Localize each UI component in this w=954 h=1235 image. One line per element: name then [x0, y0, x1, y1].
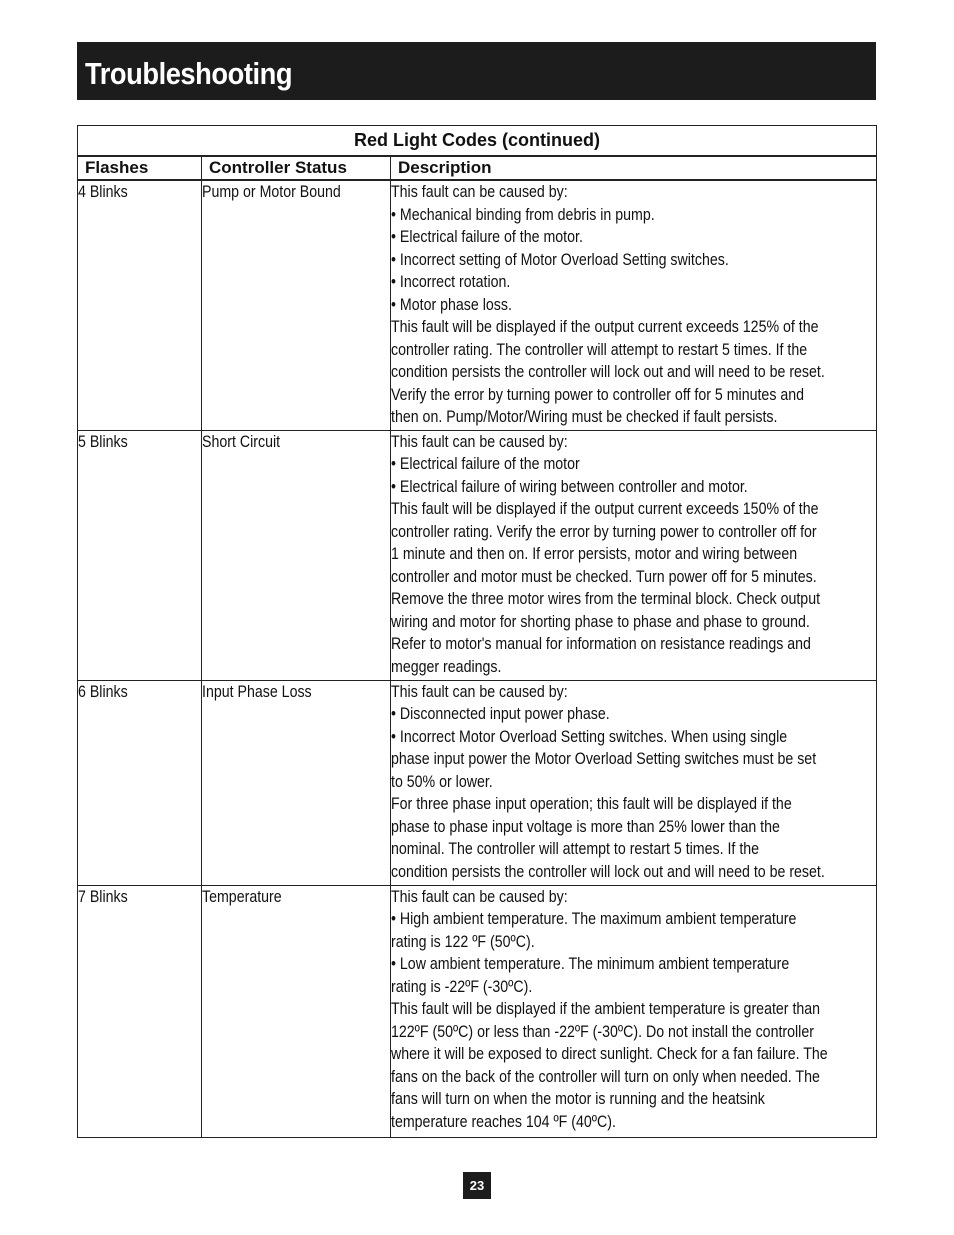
- description-line: fans will turn on when the motor is running and the heatsink: [391, 1090, 765, 1108]
- table-row: [78, 180, 877, 430]
- flashes-cell: 5 Blinks: [78, 432, 128, 451]
- description-line: then on. Pump/Motor/Wiring must be checked if fault persists.: [391, 408, 778, 426]
- flashes-cell: 4 Blinks: [78, 183, 128, 201]
- description-line: condition persists the controller will lock out and will need to be reset.: [391, 363, 825, 381]
- description-line: controller rating. The controller will attempt to restart 5 times. If the: [391, 340, 808, 359]
- description-line: • Electrical failure of the motor: [391, 455, 580, 473]
- description-line: • Electrical failure of wiring between controller and motor.: [391, 477, 748, 496]
- description-line: wiring and motor for shorting phase to phase and phase to ground.: [391, 612, 810, 631]
- description-line: • Disconnected input power phase.: [391, 705, 610, 723]
- description-line: 122ºF (50ºC) or less than -22ºF (-30ºC). Do not install the controller: [391, 1022, 814, 1041]
- description-line: controller and motor must be checked. Turn power off for 5 minutes.: [391, 567, 817, 586]
- description-line: to 50% or lower.: [391, 772, 493, 791]
- description-line: temperature reaches 104 ºF (40ºC).: [391, 1112, 616, 1131]
- description-line: controller rating. Verify the error by turning power to controller off for: [391, 522, 817, 541]
- description-line: phase input power the Motor Overload Setting switches must be set: [391, 750, 817, 768]
- description-line: 1 minute and then on. If error persists, motor and wiring between: [391, 545, 798, 563]
- description-line: Verify the error by turning power to controller off for 5 minutes and: [391, 385, 805, 404]
- red-light-codes-table: [77, 125, 877, 1138]
- description-line: megger readings.: [391, 657, 502, 676]
- description-line: This fault will be displayed if the ambient temperature is greater than: [391, 1000, 821, 1018]
- description-cell: [391, 681, 875, 884]
- description-line: This fault can be caused by:: [391, 682, 568, 701]
- flashes-cell: 7 Blinks: [78, 887, 128, 906]
- description-line: Remove the three motor wires from the terminal block. Check output: [391, 590, 821, 608]
- description-line: • Incorrect Motor Overload Setting switches. When using single: [391, 727, 788, 746]
- column-header-controller-status: Controller Status: [202, 156, 391, 180]
- description-line: phase to phase input voltage is more than 25% lower than the: [391, 817, 780, 836]
- controller-status-cell: Short Circuit: [202, 432, 281, 451]
- description-line: fans on the back of the controller will turn on only when needed. The: [391, 1067, 820, 1086]
- controller-status-cell: Temperature: [202, 887, 282, 906]
- description-cell: [391, 181, 875, 429]
- description-line: condition persists the controller will lock out and will need to be reset.: [391, 862, 825, 881]
- description-line: • Electrical failure of the motor.: [391, 228, 583, 246]
- description-line: • Low ambient temperature. The minimum ambient temperature: [391, 955, 790, 973]
- column-header-flashes: Flashes: [78, 156, 202, 180]
- description-line: rating is 122 ºF (50ºC).: [391, 932, 535, 951]
- description-line: This fault can be caused by:: [391, 183, 568, 201]
- description-line: This fault will be displayed if the output current exceeds 125% of the: [391, 318, 819, 336]
- table-title: Red Light Codes (continued): [78, 126, 877, 157]
- description-line: This fault will be displayed if the output current exceeds 150% of the: [391, 500, 819, 518]
- controller-status-cell: Input Phase Loss: [202, 682, 312, 701]
- controller-status-cell: Pump or Motor Bound: [202, 183, 341, 201]
- page-title: Troubleshooting: [85, 56, 293, 91]
- table-row: [78, 885, 877, 1137]
- description-line: where it will be exposed to direct sunlight. Check for a fan failure. The: [391, 1045, 828, 1063]
- column-header-row: [78, 156, 877, 180]
- description-line: nominal. The controller will attempt to restart 5 times. If the: [391, 840, 760, 858]
- description-cell: [391, 431, 875, 679]
- description-cell: [391, 886, 875, 1134]
- description-line: • Incorrect setting of Motor Overload Setting switches.: [391, 250, 729, 269]
- table-row: [78, 680, 877, 885]
- description-line: • Motor phase loss.: [391, 295, 512, 314]
- description-line: • Mechanical binding from debris in pump.: [391, 205, 655, 224]
- description-line: For three phase input operation; this fault will be displayed if the: [391, 795, 792, 813]
- description-line: This fault can be caused by:: [391, 887, 568, 906]
- description-line: Refer to motor's manual for information on resistance readings and: [391, 635, 811, 653]
- page-number: 23: [463, 1172, 491, 1199]
- description-line: rating is -22ºF (-30ºC).: [391, 977, 533, 996]
- table-row: [78, 430, 877, 680]
- page-header-bar: [77, 42, 876, 100]
- flashes-cell: 6 Blinks: [78, 682, 128, 701]
- description-line: • Incorrect rotation.: [391, 273, 511, 291]
- description-line: • High ambient temperature. The maximum ambient temperature: [391, 910, 797, 928]
- column-header-description: Description: [391, 156, 877, 180]
- description-line: This fault can be caused by:: [391, 432, 568, 451]
